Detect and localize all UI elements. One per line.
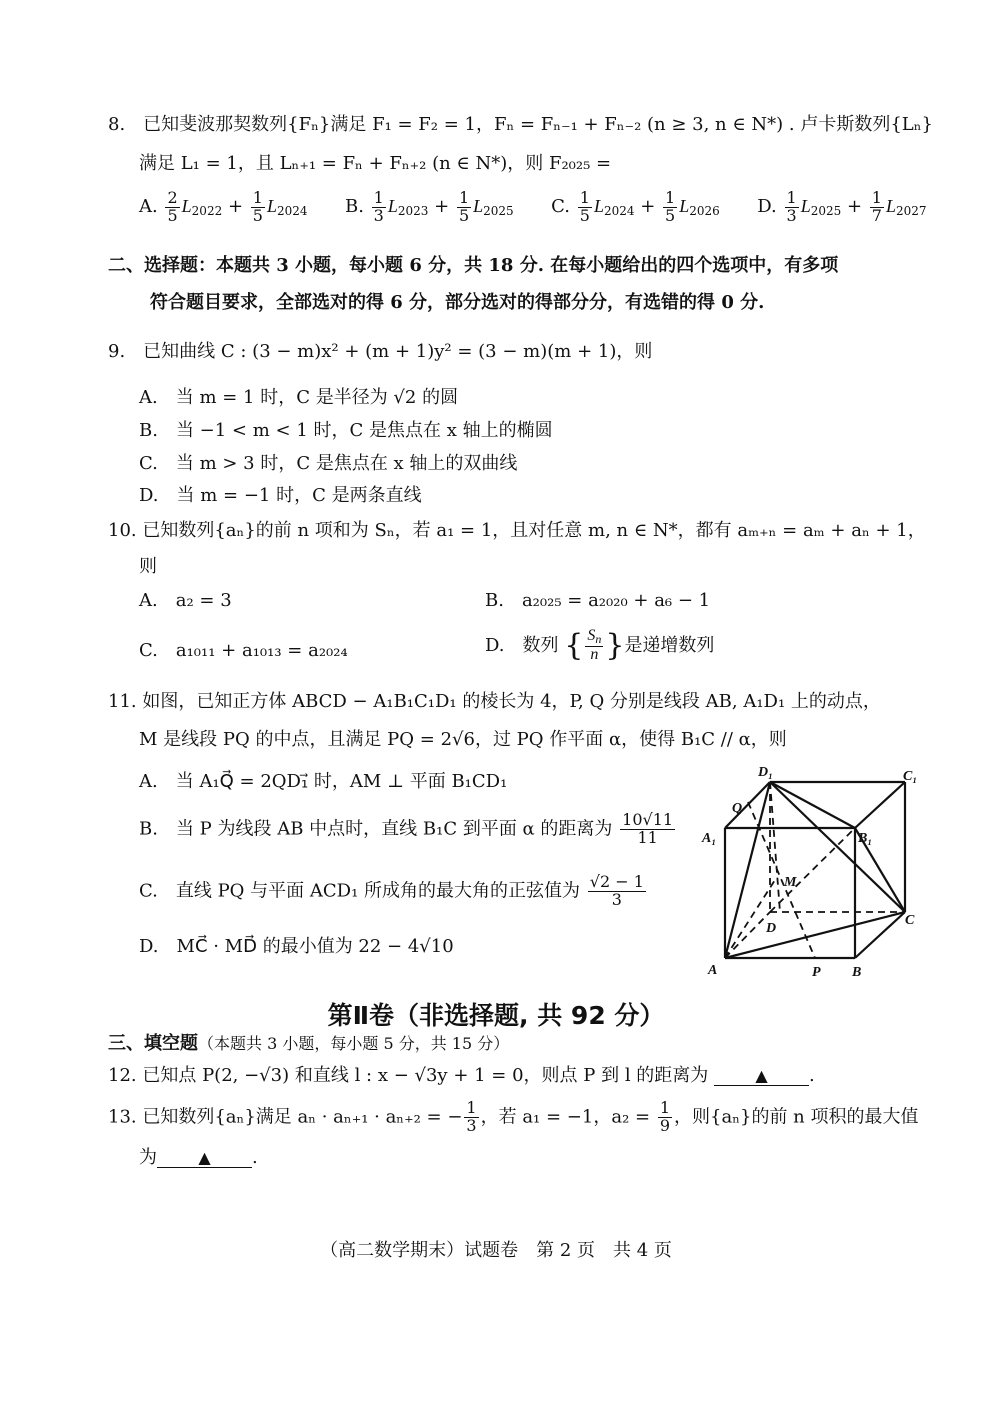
label-b: B xyxy=(852,965,862,980)
q10-option-a: A. a₂ = 3 xyxy=(139,590,232,611)
q8-option-d: D. $\frac{1}{3}$ $L_{2025}$ + $\frac{1}{7}$ $L_{2027}$ xyxy=(757,188,927,225)
label-q: Q xyxy=(732,801,743,816)
q11-option-b: B. 当 P 为线段 AB 中点时，直线 B₁C 到平面 α 的距离为 $\frac{10√11}{11}$ xyxy=(139,810,674,847)
q9-option-a: A. 当 m = 1 时，C 是半径为 √2 的圆 xyxy=(139,387,459,408)
q13-answer-blank: ▲ xyxy=(157,1148,252,1168)
q10-option-c: C. a₁₀₁₁ + a₁₀₁₃ = a₂₀₂₄ xyxy=(139,640,348,661)
label-p: P xyxy=(812,965,821,980)
q11-option-d: D. MC⃗ · MD⃗ 的最小值为 22 − 4√10 xyxy=(139,936,454,957)
q10-stem-line2: 则 xyxy=(139,556,157,577)
label-a: A xyxy=(708,963,718,978)
section3-title: 三、填空题 xyxy=(108,1033,198,1054)
q11-stem-line1: 11. 如图，已知正方体 ABCD − A₁B₁C₁D₁ 的棱长为 4，P, Q 分别是线段 AB, A₁D₁ 上的动点， xyxy=(108,691,881,712)
label-d: D xyxy=(766,921,777,936)
section3-heading xyxy=(108,1033,509,1055)
q8-line2: 满足 L₁ = 1，且 Lₙ₊₁ = Fₙ + Fₙ₊₂ (n ∈ N*)，则 F₂₀₂₅ = xyxy=(139,153,612,174)
label-d1: D₁ xyxy=(758,765,773,780)
q11-option-a: A. 当 A₁Q⃗ = 2QD₁⃗ 时，AM ⊥ 平面 B₁CD₁ xyxy=(139,771,508,792)
label-a1: A₁ xyxy=(702,831,717,846)
q9-option-b: B. 当 −1 < m < 1 时，C 是焦点在 x 轴上的椭圆 xyxy=(139,420,553,441)
q8-option-a: A. $\frac{2}{5}$ $L_{2022}$ + $\frac{1}{5}$ $L_{2024}$ xyxy=(139,188,308,225)
q9-stem: 9. 已知曲线 C : (3 − m)x² + (m + 1)y² = (3 − m)(m + 1)，则 xyxy=(108,341,653,362)
label-c1: C₁ xyxy=(903,769,918,784)
q8-option-b: B. $\frac{1}{3}$ $L_{2023}$ + $\frac{1}{5}$ $L_{2025}$ xyxy=(344,188,514,225)
cube-diagram xyxy=(700,762,930,984)
q8-option-c: C. $\frac{1}{5}$ $L_{2024}$ + $\frac{1}{5}$ $L_{2026}$ xyxy=(551,188,720,225)
q12-answer-blank: ▲ xyxy=(714,1066,809,1086)
page-footer: （高二数学期末）试题卷 第 2 页 共 4 页 xyxy=(320,1240,672,1261)
q11-option-c: C. 直线 PQ 与平面 ACD₁ 所成角的最大角的正弦值为 $\frac{√2 - 1}{3}$ xyxy=(139,872,644,909)
q10-option-b: B. a₂₀₂₅ = a₂₀₂₀ + a₆ − 1 xyxy=(485,590,711,611)
q9-option-d: D. 当 m = −1 时，C 是两条直线 xyxy=(139,485,422,506)
q8-line1: 8. 已知斐波那契数列{Fₙ}满足 F₁ = F₂ = 1，Fₙ = Fₙ₋₁ + Fₙ₋₂ (n ≥ 3, n ∈ N*) . 卢卡斯数列{Lₙ} xyxy=(108,114,934,135)
q13-line1: 13. 已知数列{aₙ}满足 aₙ · aₙ₊₁ · aₙ₊₂ = − $\frac{1}{3}$ ，若 a₁ = −1，a₂ = $\frac{1}{9}$ ，则{aₙ}的前 n 项积的最大值 xyxy=(108,1098,919,1135)
q10-stem-line1: 10. 已知数列{aₙ}的前 n 项和为 Sₙ，若 a₁ = 1，且对任意 m, n ∈ N*，都有 aₘ₊ₙ = aₘ + aₙ + 1， xyxy=(108,520,926,541)
q10-option-d: D. 数列 { $\frac{S_n}{n}$ }是递增数列 xyxy=(485,627,715,663)
section2-line1: 二、选择题：本题共 3 小题，每小题 6 分，共 18 分. 在每小题给出的四个选项中，有多项 xyxy=(108,255,839,276)
q8-options xyxy=(139,190,927,225)
q12: 12. 已知点 P(2, −√3) 和直线 l : x − √3y + 1 = 0，则点 P 到 l 的距离为 ▲ . xyxy=(108,1065,815,1086)
label-m: M xyxy=(784,875,797,890)
section3-note: （本题共 3 小题，每小题 5 分，共 15 分） xyxy=(198,1034,510,1053)
part2-title: 第Ⅱ卷（非选择题, 共 92 分） xyxy=(327,1001,665,1030)
label-b1: B₁ xyxy=(858,831,873,846)
q11-stem-line2: M 是线段 PQ 的中点，且满足 PQ = 2√6，过 PQ 作平面 α，使得 B₁C // α，则 xyxy=(139,729,787,750)
label-c: C xyxy=(905,913,915,928)
section2-line2: 符合题目要求，全部选对的得 6 分，部分选对的得部分分，有选错的得 0 分. xyxy=(150,292,765,313)
cube-figure xyxy=(700,762,930,984)
q9-option-c: C. 当 m > 3 时，C 是焦点在 x 轴上的双曲线 xyxy=(139,453,518,474)
q13-line2: 为 ▲ . xyxy=(139,1147,258,1168)
